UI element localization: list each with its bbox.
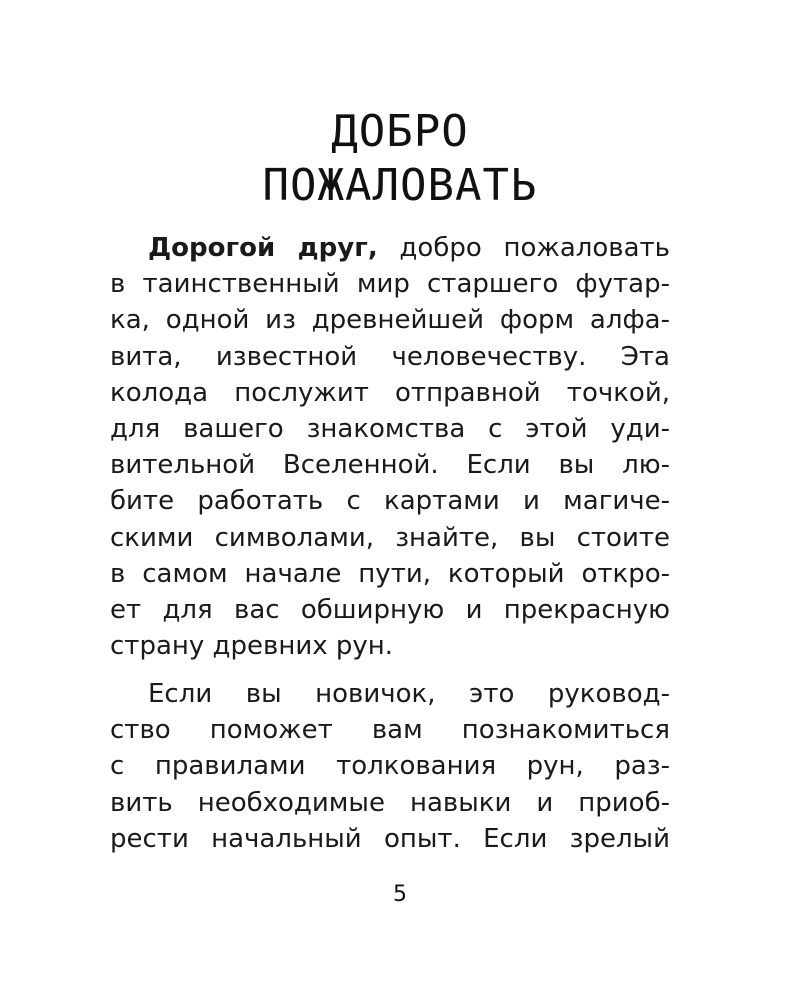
- text-line: ет для вас обширную и прекрасную: [110, 594, 670, 625]
- text-line: ство поможет вам познакомиться: [110, 715, 670, 746]
- text-line: для вашего знакомства с этой уди-: [110, 413, 670, 444]
- page-title-line-1: ДОБРО: [331, 106, 469, 157]
- text-line: [110, 230, 670, 266]
- text-line: рести начальный опыт. Если зрелый: [110, 823, 670, 854]
- page-title-line-2: ПОЖАЛОВАТЬ: [262, 160, 538, 211]
- text-line: в таинственный мир старшего футар-: [110, 269, 670, 300]
- text-line: в самом начале пути, который откро-: [110, 558, 670, 589]
- text-line: Если вы новичок, это руковод-: [148, 679, 670, 709]
- greeting-lead: Дорогой друг,: [148, 233, 378, 263]
- text-line: бите работать с картами и магиче-: [110, 486, 670, 517]
- text-line: ка, одной из древнейшей форм алфа-: [110, 305, 670, 336]
- page-number: 5: [393, 882, 407, 907]
- text-line: колода послужит отправной точкой,: [110, 377, 670, 408]
- text-line: вить необходимые навыки и приоб-: [110, 787, 670, 818]
- text-line: вительной Вселенной. Если вы лю-: [110, 450, 670, 481]
- paragraph-2: [110, 676, 670, 857]
- text-fragment: добро пожаловать: [377, 233, 671, 263]
- text-line: скими символами, знайте, вы стоите: [110, 522, 670, 553]
- text-line: с правилами толкования рун, раз-: [110, 751, 670, 782]
- text-line: страну древних рун.: [110, 631, 394, 662]
- text-line: вита, известной человечеству. Эта: [110, 341, 670, 372]
- paragraph-1: [110, 230, 670, 664]
